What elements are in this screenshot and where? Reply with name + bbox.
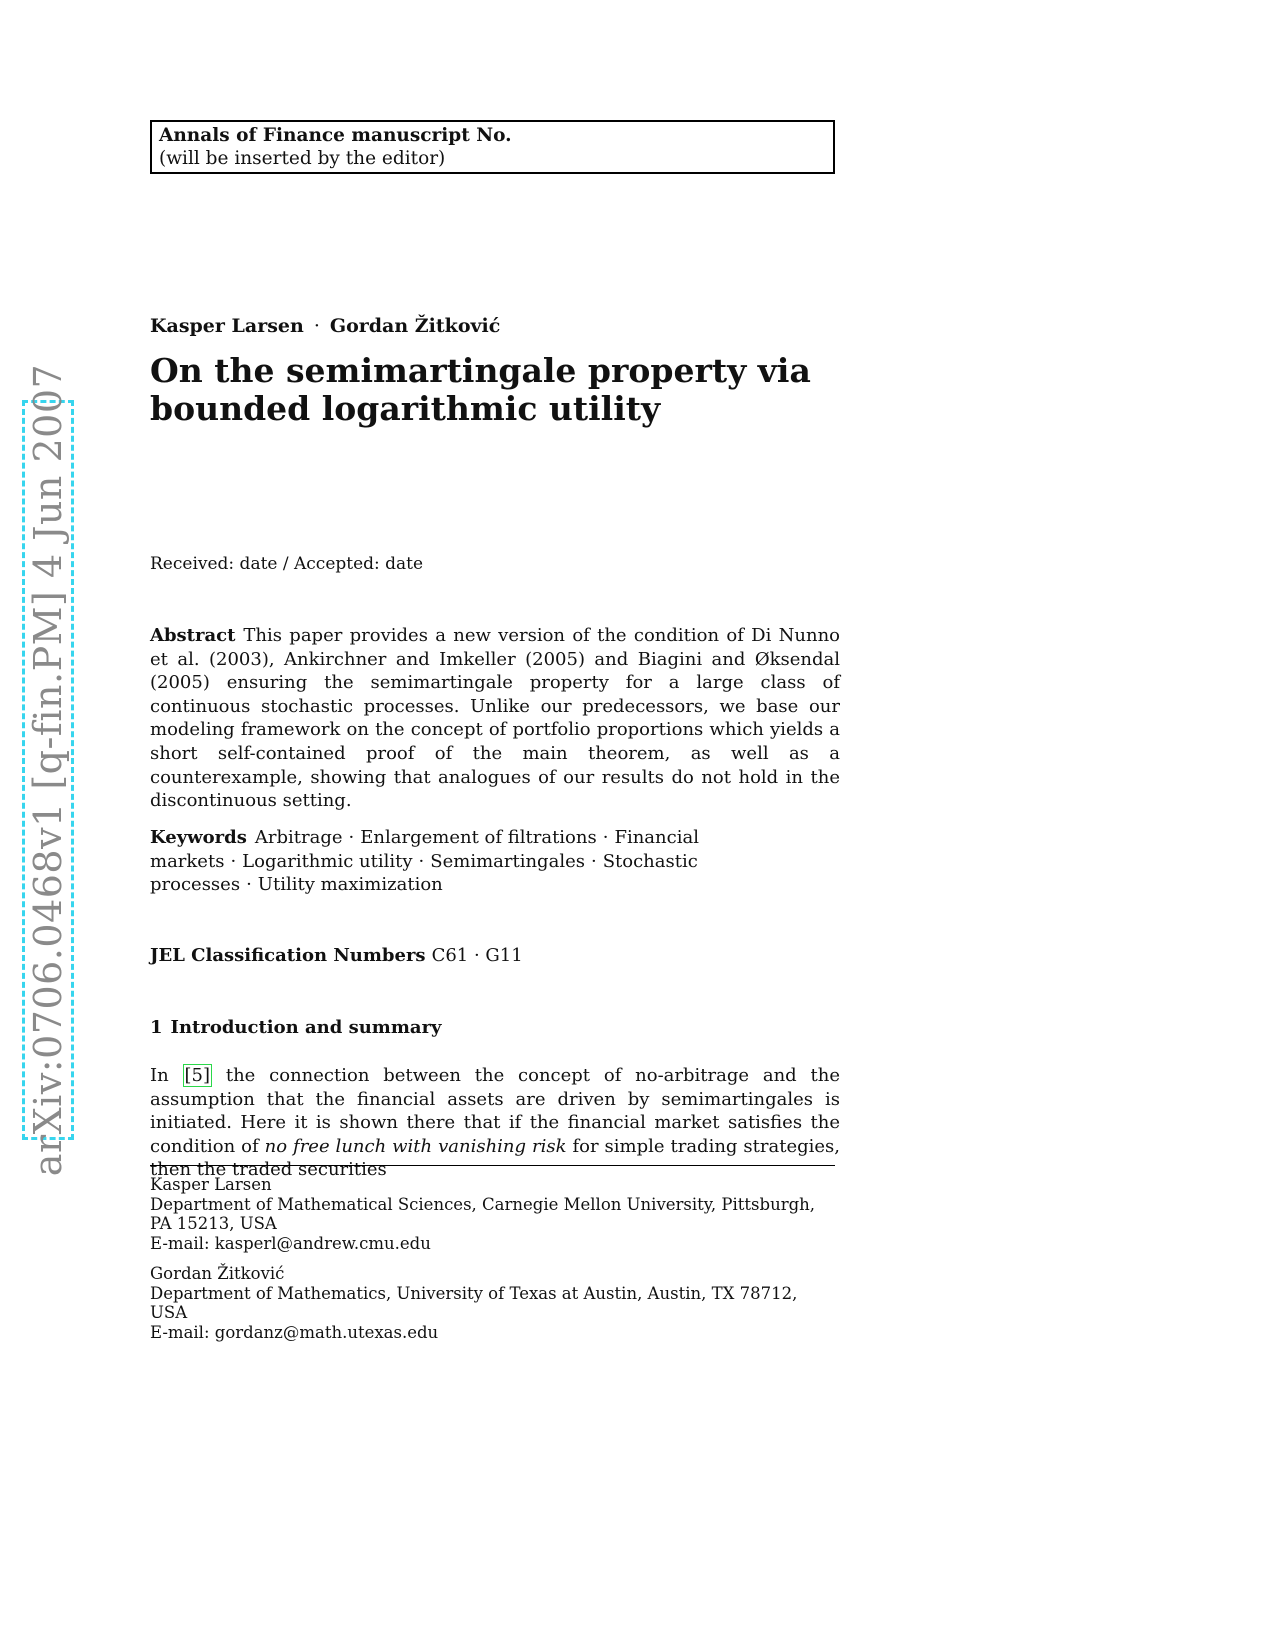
keywords [150,826,840,897]
author-name: Kasper Larsen [150,315,304,337]
intro-text: In [150,1065,169,1086]
emphasis-text: no free lunch with vanishing risk [264,1135,567,1157]
keywords-heading: Keywords [150,827,247,848]
footnote-rule [150,1165,835,1166]
keyword: Enlargement of filtrations [360,827,597,848]
jel-codes: C61 · G11 [431,945,523,966]
jel-heading: JEL Classification Numbers [150,945,426,966]
keyword-separator: · [246,874,252,896]
footnote-affiliation [150,1264,835,1342]
arxiv-id: arXiv:0706.0468v1 [q-fin.PM] 4 Jun 2007 [26,363,70,1177]
keyword-separator: · [348,827,355,848]
section-heading [150,1017,442,1038]
keyword-separator: · [418,850,425,872]
footnote-email: E-mail: kasperl@andrew.cmu.edu [150,1233,431,1253]
intro-text: the connection between the concept of no-arbitrage and the assumption that the financial assets are driven by semimartingales is initiated. Here it is shown there that if the financial market satisfies the condition of [150,1065,840,1157]
keyword: Utility maximization [257,874,443,896]
footnote-author: Gordan Žitković [150,1264,285,1283]
keyword-separator: · [602,827,609,848]
section-number: 1 [150,1017,163,1038]
jel-classification [150,945,523,966]
journal-name: Annals of Finance manuscript No. [159,125,512,146]
intro-text: for simple trading strategies, then the traded securities [150,1135,840,1181]
keyword-separator: · [590,850,597,872]
keyword: Financial markets [150,827,699,872]
abstract [150,624,840,813]
author-name: Gordan Žitković [329,315,501,337]
footnote-email: E-mail: gordanz@math.utexas.edu [150,1322,439,1342]
paper-title: On the semimartingale property via bounded logarithmic utility [150,351,811,428]
keyword: Stochastic processes [150,850,698,896]
footnote-author: Kasper Larsen [150,1175,272,1194]
keyword: Arbitrage [254,827,343,848]
abstract-text: This paper provides a new version of the condition of Di Nunno et al. (2003), Ankirchner and Imkeller (2005) and Biagini and Øksendal (2005) ensuring the semimartingale property for a large class of continuous stochastic processes. Unlike our predecessors, we base our modeling framework on the concept of portfolio proportions which yields a short self-contained proof of the main theorem, as well as a counterexample, showing that analogues of our results do not hold in the discontinuous setting. [150,625,840,812]
footnote-affiliation [150,1175,835,1253]
citation-link[interactable]: [5] [184,1065,211,1086]
journal-box [150,120,835,174]
footnote-department: Department of Mathematics, University of Texas at Austin, Austin, TX 78712, USA [150,1283,798,1322]
author-list [150,315,500,337]
keyword: Semimartingales [430,850,585,872]
author-separator: · [313,315,320,337]
abstract-heading: Abstract [150,625,236,646]
keyword: Logarithmic utility [242,850,413,872]
keyword-separator: · [230,850,237,872]
arxiv-stamp[interactable] [22,363,74,1177]
editor-note: (will be inserted by the editor) [159,148,446,169]
section-title: Introduction and summary [170,1017,442,1038]
footnote-department: Department of Mathematical Sciences, Carnegie Mellon University, Pittsburgh, PA 15213, USA [150,1194,816,1233]
received-line: Received: date / Accepted: date [150,554,424,574]
